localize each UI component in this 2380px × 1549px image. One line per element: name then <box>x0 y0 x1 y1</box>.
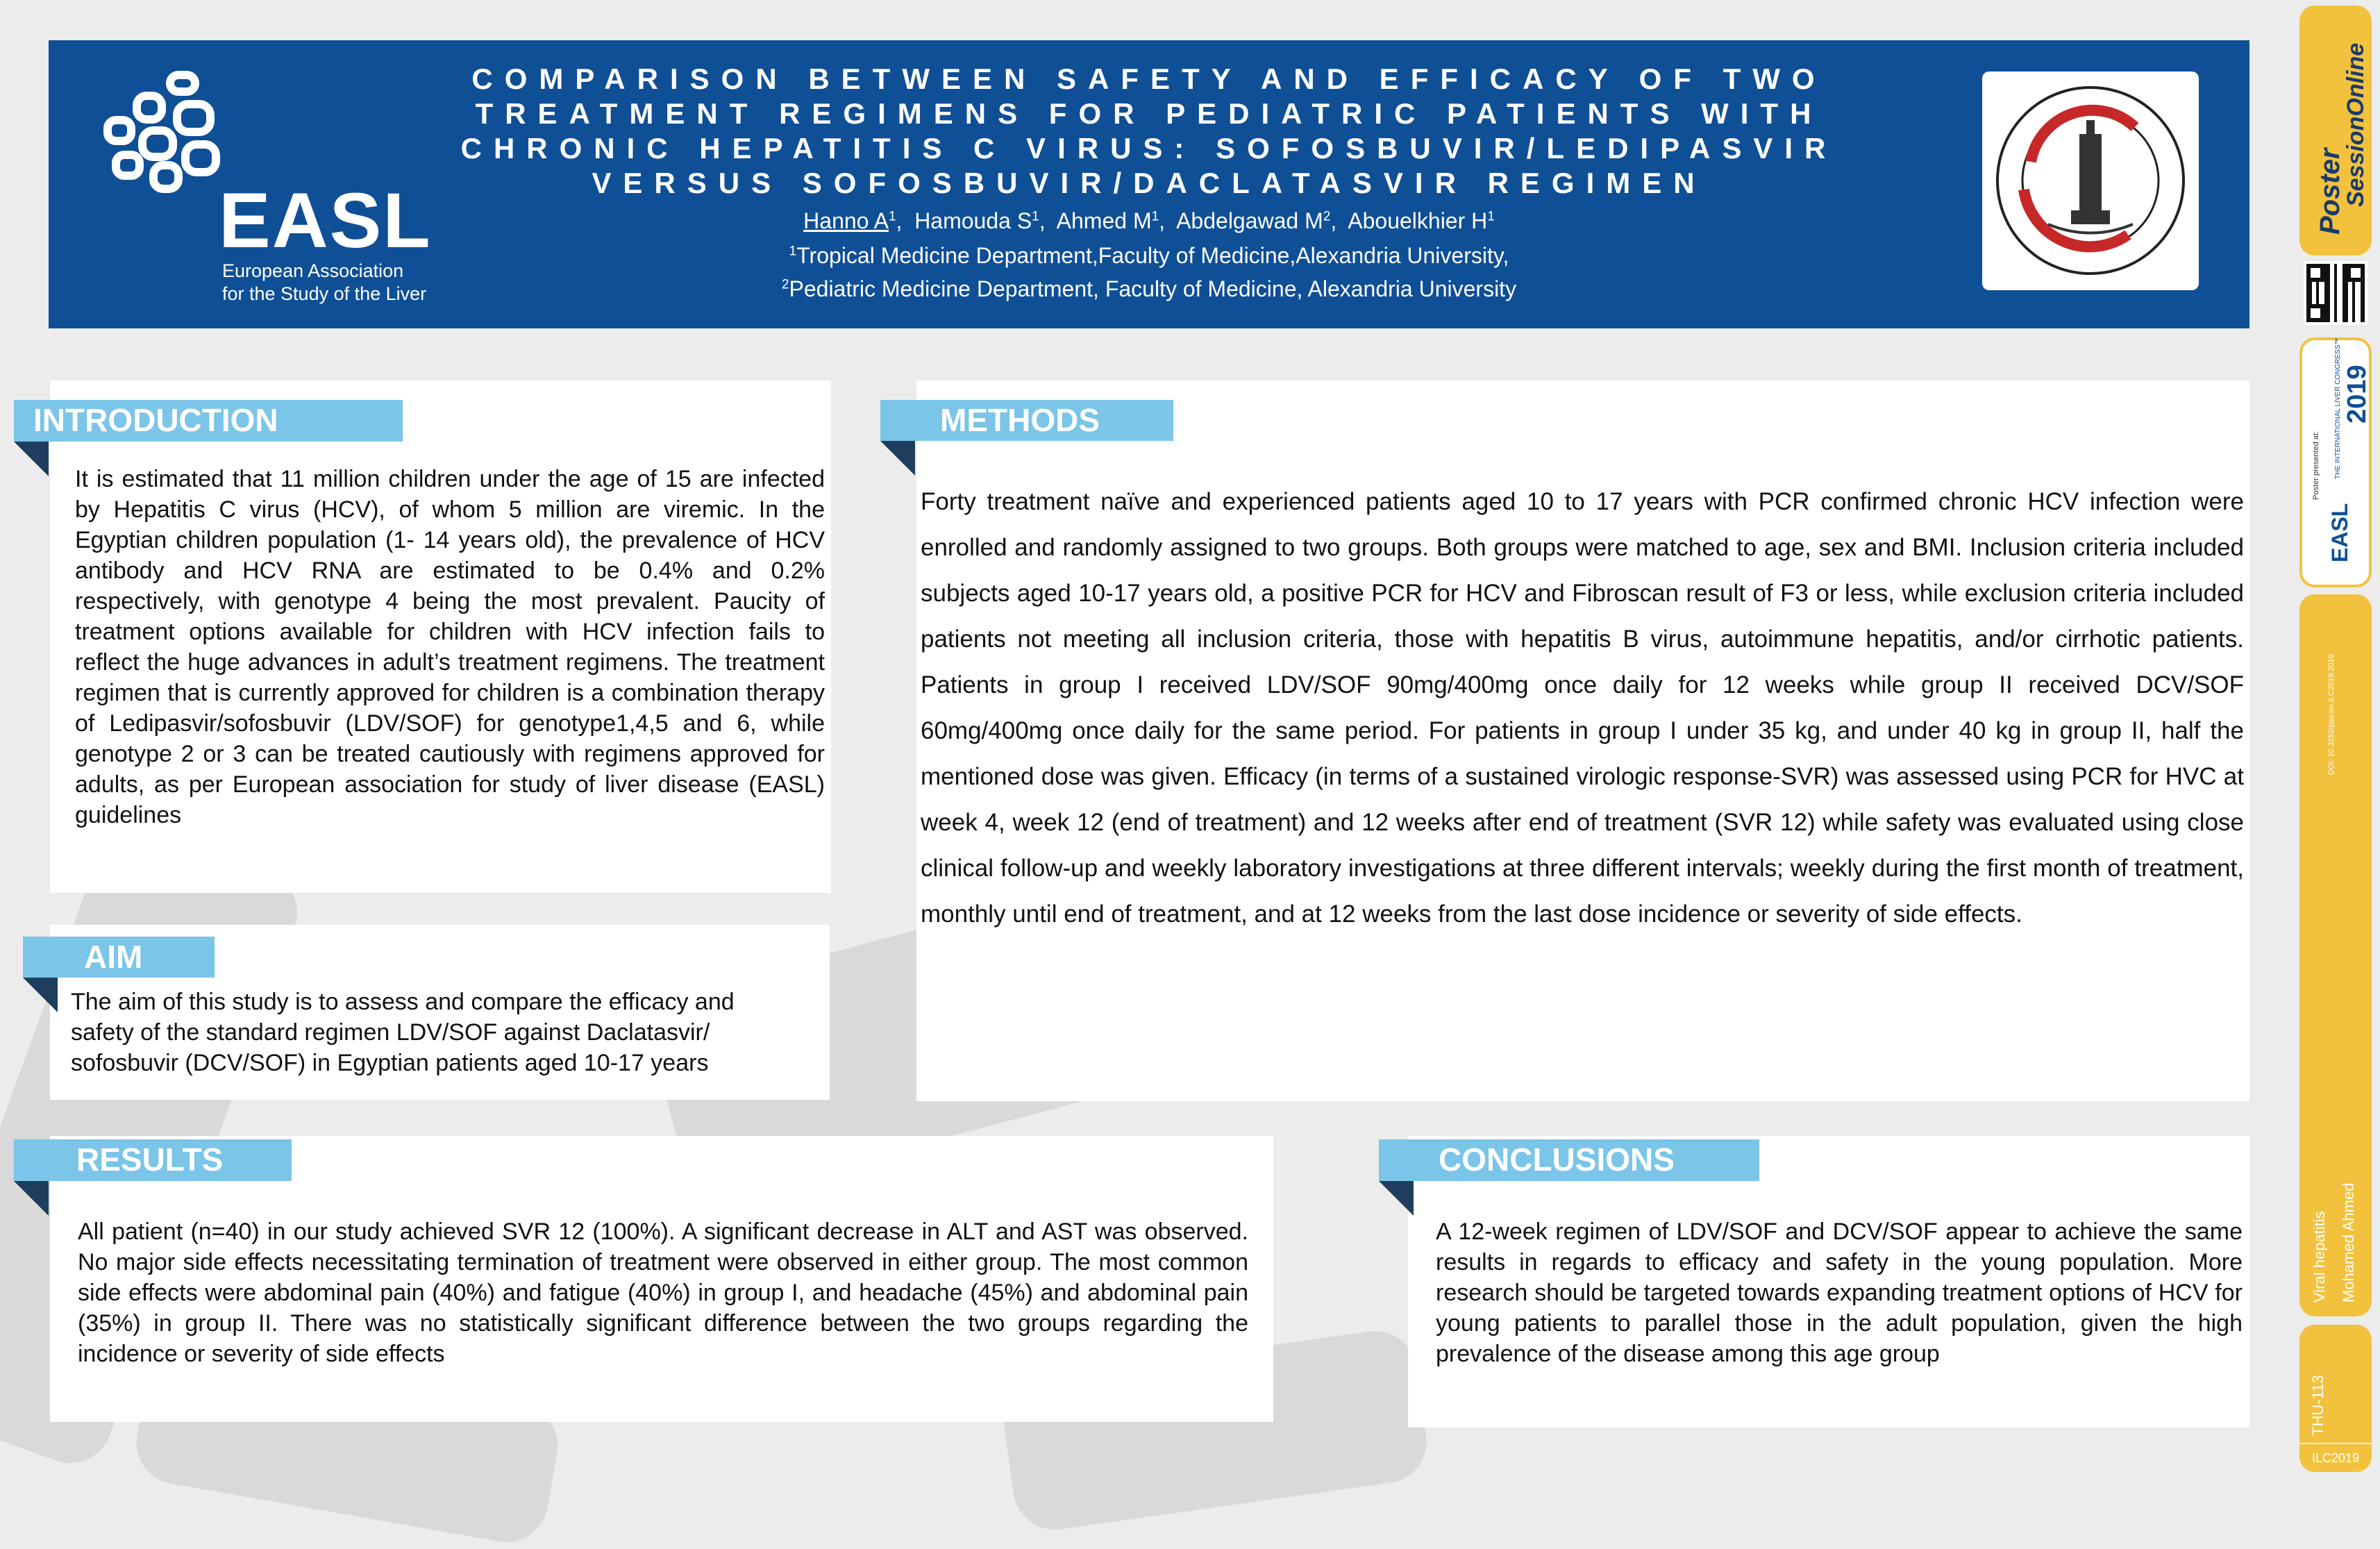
brand-poster-label: Poster <box>2315 148 2345 235</box>
affiliation-1-sup: 1 <box>789 244 797 259</box>
affiliation-1-text: Tropical Medicine Department,Faculty of Medicine,Alexandria University, <box>796 243 1509 268</box>
author-5-sup: 1 <box>1487 209 1495 224</box>
easl-logo-sub2: for the Study of the Liver <box>222 283 427 304</box>
section-fold-decor <box>1379 1181 1414 1216</box>
aim-heading: AIM <box>23 937 215 978</box>
poster-title-line-1: COMPARISON BETWEEN SAFETY AND EFFICACY OF TWO <box>471 62 1827 95</box>
conclusions-text: A 12-week regimen of LDV/SOF and DCV/SOF appear to achieve the same results in regards to efficacy and safety in the young population. More research should be targeted towards expanding treatment options of HCV for young patients to parallel those in the adult population, given the high prevalence of the disease among this age group <box>1436 1219 2243 1367</box>
results-heading: RESULTS <box>14 1139 292 1181</box>
alexandria-faculty-emblem <box>1982 72 2199 290</box>
poster-title-line-2: TREATMENT REGIMENS FOR PEDIATRIC PATIENTS WITH <box>475 97 1823 130</box>
methods-text: Forty treatment naïve and experienced patients aged 10 to 17 years with PCR confirmed chronic HCV infection were enrolled and randomly assigned to two groups. Both groups were matched to age, sex and BMI. Inclusion criteria included subjects aged 10-17 years old, a positive PCR for HCV and Fibroscan result of F3 or less, while exclusion criteria included patients not meeting all inclusion criteria, those with hepatitis B virus, autoimmune hepatitis, and/or cirrhotic patients. Patients in group I received LDV/SOF 90mg/400mg once daily for 12 weeks while group II received DCV/SOF 60mg/400mg once daily for the same period. For patients in group I under 35 kg, and under 40 kg in group II, half the mentioned dose was given. Efficacy (in terms of a sustained virologic response-SVR) was assessed using PCR for HVC at week 4, week 12 (end of treatment) and 12 weeks after end of treatment (SVR 12) while safety was evaluated using close clinical follow-up and weekly laboratory investigations at three different intervals; weekly during the first month of treatment, monthly until end of treatment, and at 12 weeks from the last dose incidence or severity of side effects. <box>921 488 2244 928</box>
easl-logo-name: EASL <box>219 177 432 264</box>
qr-finder <box>2347 264 2365 282</box>
congress-year: 2019 <box>2343 365 2372 424</box>
affiliation-2-text: Pediatric Medicine Department, Faculty of Medicine, Alexandria University <box>789 276 1517 301</box>
author-4: Abdelgawad M <box>1176 208 1323 233</box>
qr-finder <box>2306 264 2324 282</box>
affiliation-2-sup: 2 <box>781 277 789 292</box>
qr-finder <box>2306 304 2324 322</box>
affiliation-1 <box>49 243 2249 269</box>
author-1-sup: 1 <box>888 209 896 224</box>
author-4-sup: 2 <box>1323 209 1331 224</box>
methods-heading: METHODS <box>880 400 1173 441</box>
poster-session-online-badge[interactable] <box>2299 6 2372 256</box>
event-code-box <box>2299 1444 2372 1472</box>
doi-panel <box>2299 594 2372 1316</box>
presented-at-label: Poster presented at: <box>2312 430 2320 500</box>
author-1: Hanno A <box>803 208 889 233</box>
congress-name: THE INTERNATIONAL LIVER CONGRESS™ <box>2334 337 2342 479</box>
section-fold-decor <box>14 1181 49 1216</box>
brand-session-online-label: SessionOnline <box>2343 42 2369 207</box>
section-fold-decor <box>14 442 49 476</box>
doi-label: DOI: 10.3252/pso.eu.ILC2019.2019 <box>2327 654 2336 775</box>
results-text: All patient (n=40) in our study achieved SVR 12 (100%). A significant decrease in ALT and AST was observed. No major side effects necessitating termination of treatment were observed in either group. The most common side effects were abdominal pain (40%) and fatigue (40%) in group I, and headache (45%) and abdominal pain (35%) in group II. There was no statistically significant difference between the two groups regarding the incidence or severity of side effects <box>78 1219 1248 1367</box>
qr-code[interactable] <box>2304 261 2368 325</box>
author-2: Hamouda S <box>914 208 1032 233</box>
poster-title-line-4: VERSUS SOFOSBUVIR/DACLATASVIR REGIMEN <box>592 167 1707 199</box>
conclusions-heading: CONCLUSIONS <box>1379 1139 1759 1181</box>
presenter-name: Mohamed Ahmed <box>2340 1182 2357 1303</box>
author-3: Ahmed M <box>1056 208 1152 233</box>
author-list: Hanno $A^1$, Hamouda $S^1$, Ahmed $M^1$, Abdelgawad $M^2$, Abouelkhier $H^1$ <box>803 208 1495 233</box>
poster-id-panel <box>2299 1325 2372 1443</box>
topic-label: Viral hepatitis <box>2311 1211 2328 1303</box>
introduction-heading: INTRODUCTION <box>14 400 403 442</box>
poster-id: THU-113 <box>2309 1375 2327 1436</box>
section-fold-decor <box>23 978 58 1012</box>
aim-text: The aim of this study is to assess and compare the efficacy and safety of the standard regimen LDV/SOF against Daclatasvir/ sofosbuvir (DCV/SOF) in Egyptian patients aged 10-17 years <box>71 989 735 1076</box>
congress-easl-logo: EASL <box>2327 503 2352 562</box>
emblem-seal-icon <box>1982 72 2199 290</box>
poster-header <box>49 40 2249 328</box>
author-5: Abouelkhier H <box>1348 208 1488 233</box>
congress-badge <box>2299 337 2372 587</box>
easl-logo-sub1: European Association <box>222 260 404 281</box>
introduction-text: It is estimated that 11 million children under the age of 15 are infected by Hepatitis C virus (HCV), of whom 5 million are viremic. In the Egyptian children population (1- 14 years old), the prevalence of HCV antibody and HCV RNA are estimated to be 0.4% and 0.2% respectively, with genotype 4 being the most prevalent. Paucity of treatment options available for children with HCV infection fails to reflect the huge advances in adult’s treatment regimens. The treatment regimen that is currently approved for children is a combination therapy of Ledipasvir/sofosbuvir (LDV/SOF) for genotype1,4,5 and 6, while genotype 2 or 3 can be treated cautiously with regimens approved for adults, as per European association for study of liver disease (EASL) guidelines <box>75 466 825 828</box>
section-fold-decor <box>880 441 915 476</box>
poster-title-line-3: CHRONIC HEPATITIS C VIRUS: SOFOSBUVIR/LEDIPASVIR <box>460 132 1838 165</box>
author-2-sup: 1 <box>1032 209 1039 224</box>
affiliation-2 <box>49 276 2249 302</box>
event-code: ILC2019 <box>2311 1451 2360 1465</box>
author-3-sup: 1 <box>1151 209 1159 224</box>
